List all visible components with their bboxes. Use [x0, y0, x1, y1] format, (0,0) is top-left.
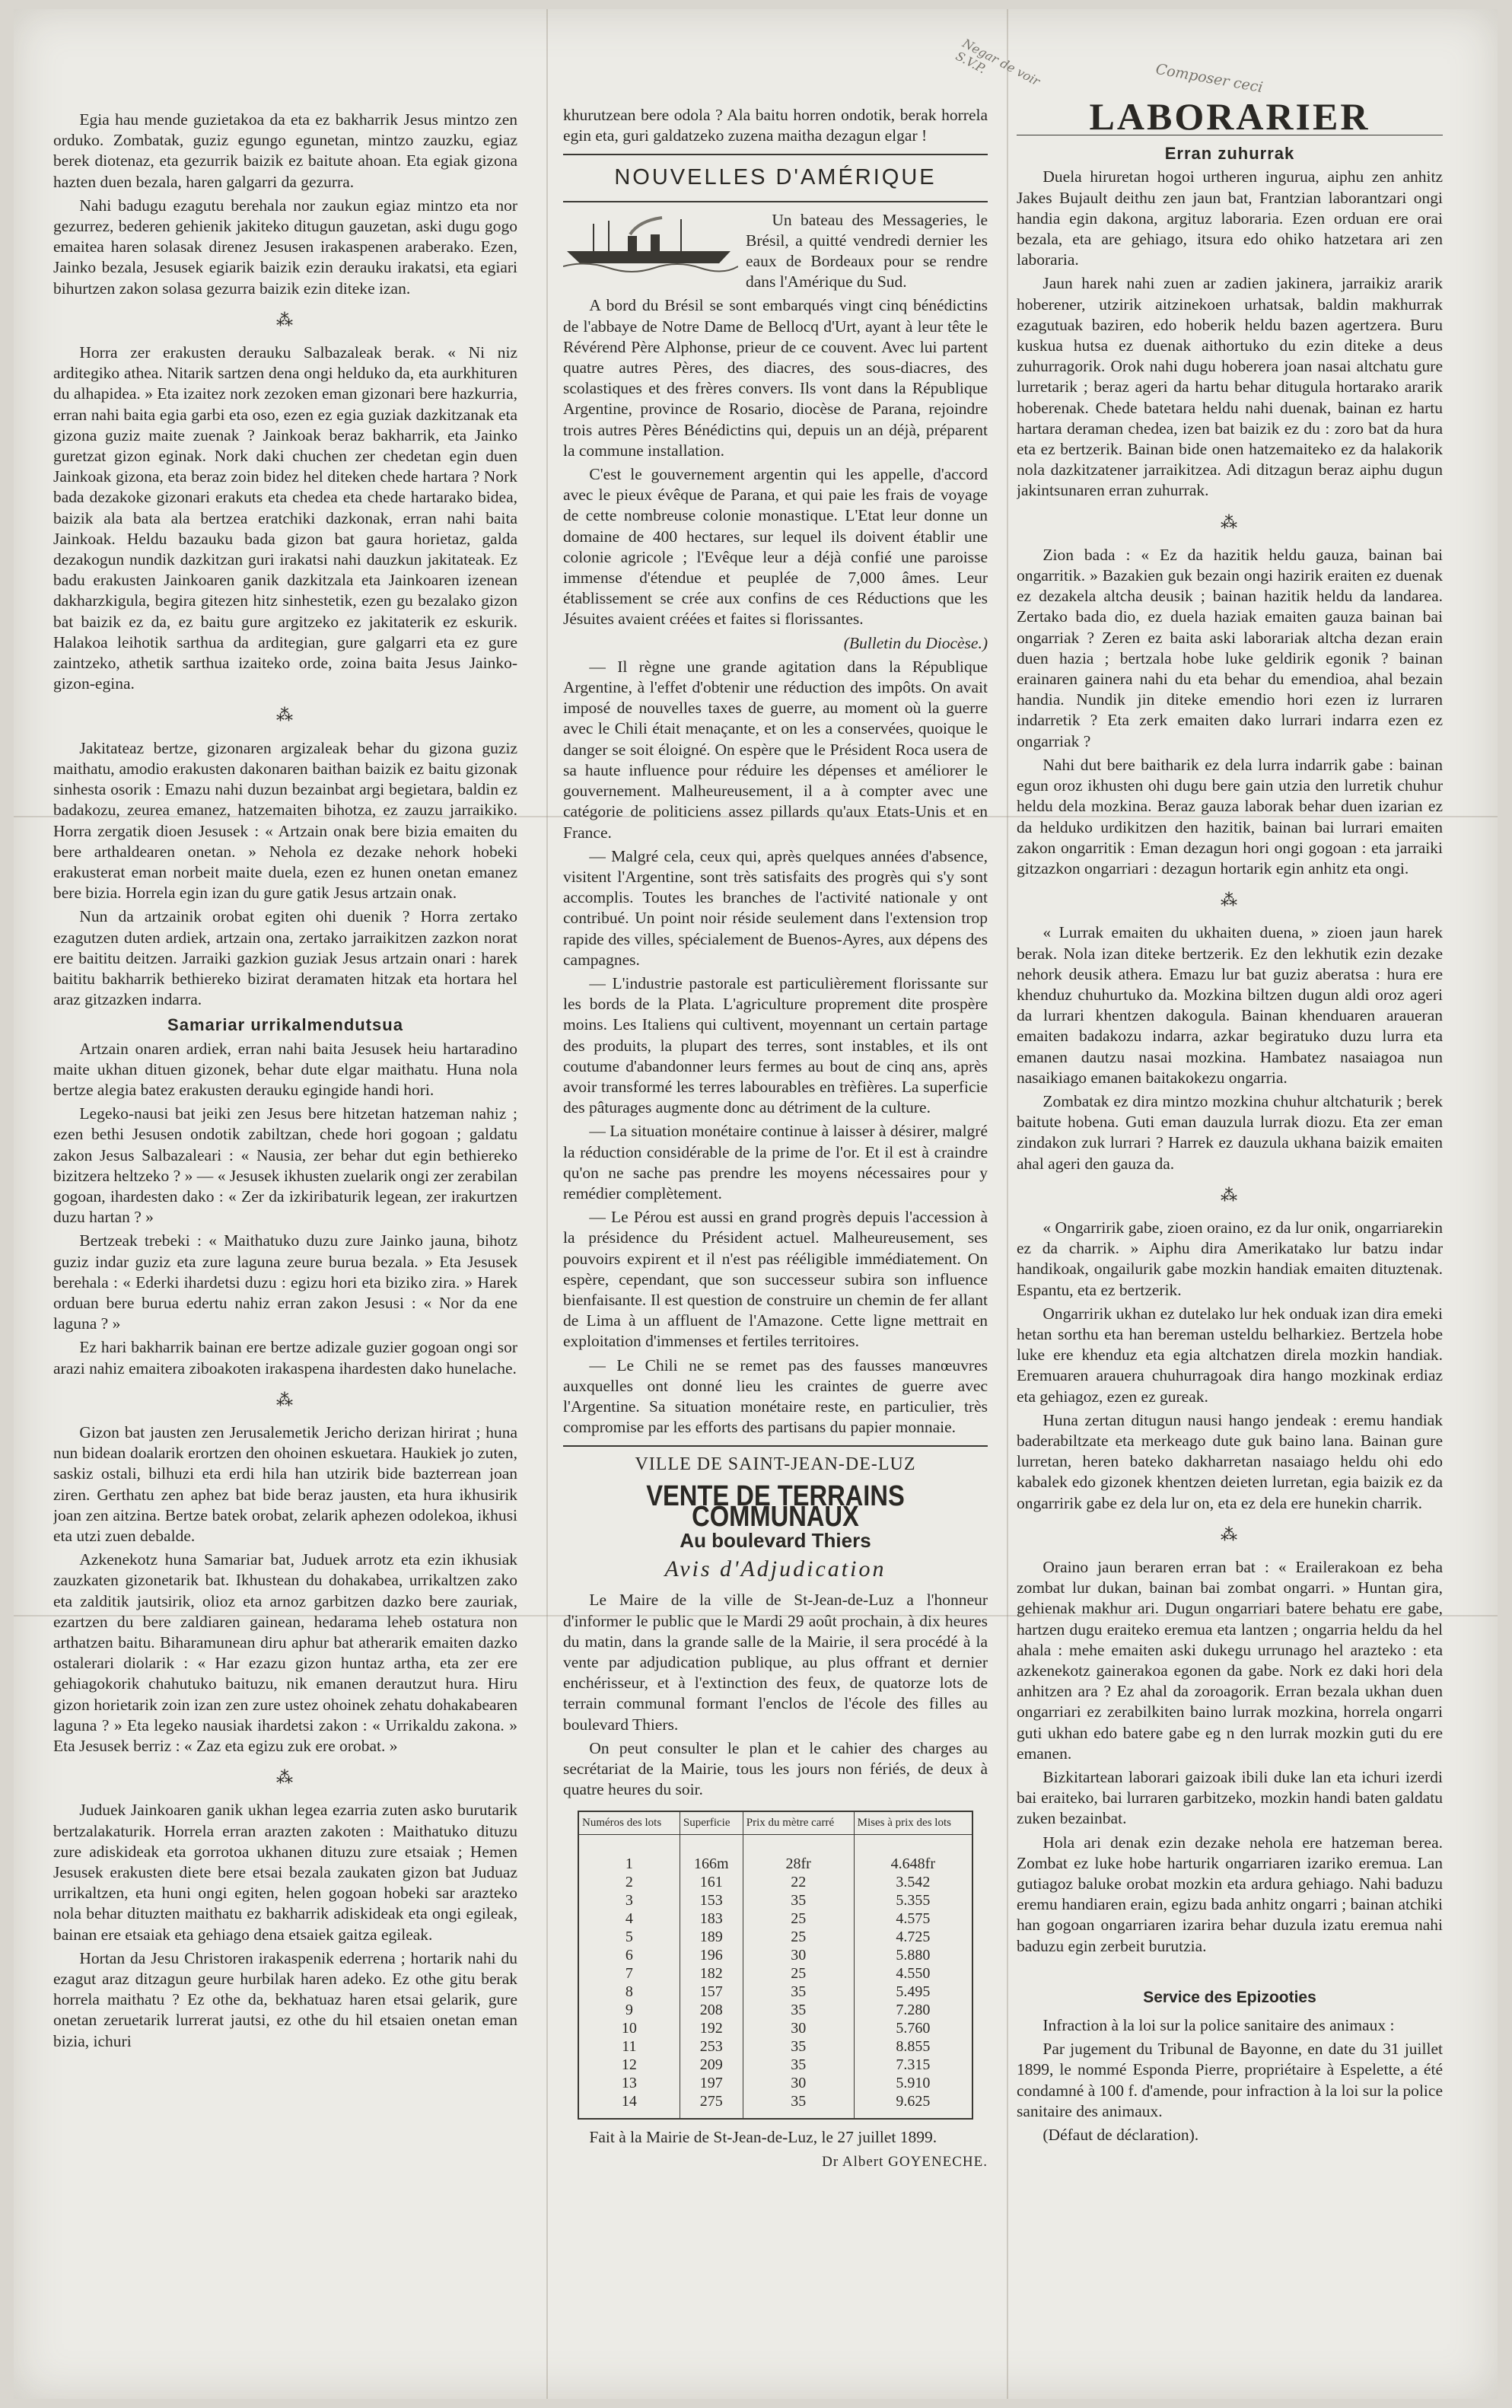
table-cell: 5.910 [854, 2074, 972, 2092]
table-cell: 275 [680, 2092, 743, 2119]
paragraph: — Il règne une grande agitation dans la République Argentine, à l'effet d'obtenir une réduction des impôts. On avait imposé de nouvelles taxes de guerre, au moment où la guerre avec le Chili était menaçante, et on les a conservées, quoique le danger se soit éloigné. On espère que le Président Roca usera de sa haute influence pour réduire les dépenses et améliorer le gouvernement. Malheureusement, il a à compter avec une catégorie de politiciens assez pillards qu'aux Etats-Unis et en France. [563, 657, 988, 842]
table-cell: 35 [743, 2056, 854, 2074]
paragraph: Nahi dut bere baitharik ez dela lurra indarrik gabe : bainan egun oroz ikhusten ohi dugu bere gain utzia den lurretik chuhur heldu dela mozkina. Beraz gauza laborak behar duen izarian ez da helduko urdikitzen den hazitik, bainan bai lurrari emaiten zakon ongarritik : Eman dezagun hori ongi gogoan : eta jarraiki gitzazkon ongarriari : dezagun hortarik egin anhitz eta ongi. [1017, 755, 1443, 878]
paragraph: Horra zer erakusten derauku Salbazaleak berak. « Ni niz arditegiko athea. Nitarik sartzen dena ongi helduko da, eta aurkhituren du alhapidea. » Eta izaitez nork zezoken eman gizonari bere hazkurria, erran nahi baita egia garbi eta oso, ezen ez egia guziak dazkitzanak eta gizona guziz maite zuenak ? Jainkoak beraz bakharrik, eta Jainko guretzat gizon eginak. Nork daki chuchen zer chedetan egin duen Jainkoak gizona, eta beraz zoin bidez hel diteken chede hartara ? Nork bada dezakoke gizonari erakuts eta chedea eta chede hartarako bidea, baizik ala bata ala bertzea eratchiki dazkonak, erran nahi baita Jainkoak. Heldu bazauku bada gizon bat gaura horietaz, galda dezakogun nundik dazkitzan guri irakatsi nahi dauzkun jakitateak. Ez badu erakusten Jainkoaren ganik dazkitzala eta Jainkoaren izenean dakharzkigula, begira gitezen hitz sinhestetik, ezen gu bezalako gizon bat baizik ez da, ez baitu gure argitzeko ez jakitaterik ez eskurik. Halakoa leihotik sarthua da arditegian, gure galgarri eta ez gure zaintzeko, athetik sarthua izaiteko orde, zoina baita Jesus Jainko-gizon-egina. [53, 343, 517, 693]
table-cell: 1 [625, 1855, 633, 1873]
paragraph: (Défaut de déclaration). [1042, 2126, 1199, 2145]
table-cell: 22 [743, 1873, 854, 1891]
table-cell: 4.575 [854, 1910, 972, 1928]
table-cell: 25 [743, 1964, 854, 1983]
steamship-illustration [563, 213, 738, 274]
table-cell: 5 [625, 1929, 633, 1946]
avis-heading: Avis d'Adjudication [664, 1556, 887, 1582]
paragraph: On peut consulter le plan et le cahier des charges au secrétariat de la Mairie, tous les jours non fériés, de deux à quatre heures du soir. [563, 1738, 988, 1799]
paragraph: C'est le gouvernement argentin qui les appelle, d'accord avec le pieux évêque de Parana, et qui paie les frais de voyage de cette nombreuse colonie monastique. L'Etat leur donne un domaine de 400 hectares, sur lequel ils doivent établir une colonie agricole ; l'Evêque leur a déjà confié une paroisse immense d'étendue et peuplée de 7,000 âmes. Leur établissement se crée aux confins de ces Réductions que les Jésuites avaient créées et faites si florissantes. [563, 465, 988, 629]
table-cell: 192 [680, 2019, 743, 2037]
table-row [578, 1983, 972, 2001]
table-cell: 10 [621, 2020, 637, 2037]
table-cell: 35 [743, 1983, 854, 2001]
paragraph: khurutzean bere odola ? Ala baitu horren ondotik, berak horrela egin eta, guri galdatzeko zuzena maitha dezagun elgar ! [563, 106, 988, 145]
table-cell: 7.315 [854, 2056, 972, 2074]
nouvelles-amerique-title: NOUVELLES D'AMÉRIQUE [614, 165, 937, 190]
table-row [578, 1964, 972, 1983]
section-divider: ⁂ [1221, 890, 1239, 910]
divider [563, 201, 988, 202]
table-cell: 25 [743, 1928, 854, 1946]
table-cell: 8 [625, 1983, 633, 2001]
table-cell: 196 [680, 1946, 743, 1964]
lots-table [578, 1811, 973, 2120]
column-laborarier-3 [1017, 100, 1443, 2346]
table-cell: 28fr [743, 1835, 854, 1874]
table-row [578, 1910, 972, 1928]
source-line: (Bulletin du Diocèse.) [843, 633, 988, 652]
paragraph: Legeko-nausi bat jeiki zen Jesus bere hitzetan hatzeman nahiz ; ezen bethi Jesusen ondotik zabiltzan, chede hori gogoan ; galdatu zakon Jesus Salbazaleari : « Nausia, zer behar dut egin bethiereko bizitzera heltzeko ? » — « Jesusek ikhusten zuelarik ongi zer zerabilan gogoan, ihardesten dako : « Zer da izkiribaturik legean, zer irakurtzen duzu hartan ? » [53, 1104, 517, 1227]
table-cell: 4.725 [854, 1928, 972, 1946]
paragraph: — L'industrie pastorale est particulièrement florissante sur les bords de la Plata. L'agriculture proprement dite prospère moins. Les Italiens qui cultivent, moyennant un certain partage des produits, la plupart des terres, sont instables, et ils ont coutume d'abandonner leurs fermes au bout de cinq ans, après avoir transformé les terres labourables en trèfières. La superficie des pâturages augmente donc au détriment de la culture. [563, 973, 988, 1117]
paragraph: — Le Pérou est aussi en grand progrès depuis l'accession à la présidence du Président actuel. Malheureusement, ses pouvoirs expirent et il n'est pas rééligible immédiatement. On espère, cependant, que son successeur subira son influence bienfaisante. Il est question de construire un chemin de fer allant de Lima à un affluent de l'Amazone. Cette ligne mettrait en exploitation d'immenses et fertiles territoires. [563, 1208, 988, 1351]
table-cell: 7.280 [854, 2001, 972, 2019]
table-cell: 30 [743, 2074, 854, 2092]
paragraph: Zombatak ez dira mintzo mozkina chuhur altchaturik ; berek baitute hobena. Guti eman dauzula lurrak diozu. Eta zer eman zindakon zuk lurrari ? Harrek ez dauzula ukhana baizik emaiten ahal ageri den gauza da. [1017, 1091, 1443, 1173]
table-row [578, 1873, 972, 1891]
service-epizooties-heading: Service des Epizooties [1143, 1988, 1316, 2006]
samariar-heading: Samariar urrikalmendutsua [167, 1015, 403, 1035]
table-cell: 4.648fr [854, 1835, 972, 1874]
table-cell: 30 [743, 1946, 854, 1964]
boulevard-heading: Au boulevard Thiers [680, 1529, 871, 1552]
margin-note-negar: Negar de voir S.V.P. [953, 36, 1042, 89]
paragraph: « Lurrak emaiten du ukhaiten duena, » zioen jaun harek berak. Nola izan diteke bertzerik. Ez den lekhutik ezin dezake nehork deusik athera. Emazu lur bat guziz aberatsa : hura ere khenduz chuhurtuko da. Mozkina biltzen dugun aldi oroz ageri da lurrari khentzen dakogula. Bainan khenduaren araueran emaiten badakozu indarra, azkar begiratuko duzu lurra eta emanen dautzu nasai mozkina. Hambatez nasaiagoa nun nasaikiago emanen baitakokezu ongarria. [1017, 923, 1443, 1087]
paragraph: — Malgré cela, ceux qui, après quelques années d'absence, visitent l'Argentine, sont très satisfaits des progrès qui s'y sont accomplis. Toutes les branches de l'activité nationale y ont contribué. Un point noir réside seulement dans l'extension trop rapide des villes, spécialement de Buenos-Ayres, aux dépens des campagnes. [563, 846, 988, 969]
paragraph: Jaun harek nahi zuen ar zadien jakinera, jarraikiz ararik hoberener, utzirik aitzinekoen urhatsak, baldin makhurrak ezagutuak baziren, edo hoberik heldu bazen agertzera. Buru kuskua hutsa ez duenak aithortuko du ezin diteke a deus zuhurragorik. Orok nahi dugu hoberera joan nasai altchatu gure lurretarik ; beraz ageri da hartu behar ditugula hortarako ararik hoberenak. Chede batetara heldu nahi duenak, bainan ez hartu hartara deraman chedea, izen bat baizik ez du : zoro bat da hura eta ez bertzerik. Bainan bide onen hatzemaiteko ez da halakorik nola dazkitzatener jarraikitzea. Adi ditzagun beraz aiphu dugun jakintsunaren erran zuhurrak. [1017, 274, 1443, 500]
table-cell: 30 [743, 2019, 854, 2037]
paragraph: Ongarririk ukhan ez dutelako lur hek onduak izan dira emeki hetan sorthu eta han bereman usteldu belharkiez. Bertzela hobe luke ere khenduz eta egia altchatzen direla mozkin handiak. Eremuaren arauera chuhurragoak dira hango mozkinak erdiaz eta gehiagoz, ezen ez gureak. [1017, 1304, 1443, 1406]
table-cell: 6 [625, 1947, 633, 1964]
section-divider: ⁂ [276, 1768, 294, 1788]
table-cell: 4 [625, 1910, 633, 1928]
section-divider: ⁂ [276, 706, 294, 725]
paragraph: Infraction à la loi sur la police sanitaire des animaux : [1042, 2016, 1395, 2035]
table-row [578, 1928, 972, 1946]
table-cell: 5.355 [854, 1891, 972, 1910]
table-cell: 35 [743, 2001, 854, 2019]
laborarier-title: LABORARIER [1089, 100, 1370, 138]
table-cell: 157 [680, 1983, 743, 2001]
paragraph: Egia hau mende guzietakoa da eta ez bakharrik Jesus mintzo zen orduko. Zombatak, guziz egungo egunetan, mintzo zauzku, egiaz berek diotenaz, eta gezurrik baizik ez baitute ahoan. Eta egiak gizona hazten duen bezala, haren galgarri da gezurra. [53, 110, 517, 191]
table-cell: 183 [680, 1910, 743, 1928]
table-cell: 209 [680, 2056, 743, 2074]
paragraph: Zion bada : « Ez da hazitik heldu gauza, bainan bai ongarritik. » Bazakien guk bezain ongi hazirik eraiten ez duenak ez dezakela altcha deusik ; bainan hazitik heldu da landarea. Zertako bada dio, ez duela haziak emaiten gauza bainan bai ongarriak ? Zeren ez baita aski laborariak altcha dezan erain duen hazia ; bertzala hobe luke geldirik egonik ? bainan erainaren gainera nahi du eta behar du emendioa, ahal bezain handia. Nundik jin diteke emendio hori ezen iz lurraren indarretik ? Eta zerk emaiten dako lurrari indarra ezen ez ongarriak ? [1017, 545, 1443, 750]
ville-heading: VILLE DE SAINT-JEAN-DE-LUZ [635, 1454, 916, 1475]
paragraph: Le Maire de la ville de St-Jean-de-Luz a l'honneur d'informer le public que le Mardi 29 août prochain, à dix heures du matin, dans la grande salle de la Mairie, il sera procédé à la vente par adjudication publique, au plus offrant et dernier enchérisseur, et à l'extinction des feux, de quatorze lots de terrain communal formant l'enclos de l'école des filles au boulevard Thiers. [563, 1591, 988, 1734]
table-cell: 8.855 [854, 2037, 972, 2056]
table-row [578, 1946, 972, 1964]
table-cell: 12 [621, 2056, 637, 2074]
paragraph: A bord du Brésil se sont embarqués vingt cinq bénédictins de l'abbaye de Notre Dame de Bellocq d'Urt, ayant à leur tête le Révérend Père Alphonse, prieur de ce couvent. Avec lui partent quatre autres Pères, des diacres, des sous-diacres, des scolastiques et des frères convers. Ils vont dans la République Argentine, province de Rosario, diocèse de Parana, rejoindre trois autres Pères Bénédictins qui, depuis un an déjà, préparent la commune installation. [563, 296, 988, 460]
paragraph: Ez hari bakharrik bainan ere bertze adizale guzier gogoan ongi sor arazi nahiz emaitera ziboakoten irakaspena ihardesten dako hunelache. [53, 1338, 517, 1378]
paragraph: Duela hiruretan hogoi urtheren ingurua, aiphu zen anhitz Jakes Bujault deithu zen jaun bat, Frantzian laborantzari ongi handia egin dakona, argituz laboraria. Ezen orduan ere orai bezala, eta are gehiago, itsura edo ohiko hatzetara ari zen laboraria. [1017, 167, 1443, 269]
paragraph: Azkenekotz huna Samariar bat, Juduek arrotz eta ezin ikhusiak zauzkaten gizonetarik bat. Ikhustean du dohakabea, urrikaltzen zako eta zalditik jautsirik, olioz eta arnoz garbitzen dazko bere zauriak, ezartzen du bere zaldiaren gainean, hedarama leheb ostatura non arthatzen baitu. Biharamunean diru aphur bat atherarik emaiten dazko ostalerari diolarik : « Har ezazu gizon huntaz artha, eta zer ere gehiagokorik chahutuko baituzu, nik emanen derautzut hura. Hiru gizon horietarik zoin izan zen zure ustez ohoinek zehatu dohakabearen laguna ? » Eta legeko nausiak ihardetsi zakon : « Urrikaldu zakona. » Eta Jesusek berriz : « Zaz eta egizu zuk ere orobat. » [53, 1550, 517, 1756]
table-cell: 5.880 [854, 1946, 972, 1964]
divider [563, 154, 988, 155]
table-cell: 9 [625, 2002, 633, 2019]
table-cell: 2 [625, 1874, 633, 1891]
section-divider: ⁂ [276, 1390, 294, 1409]
paragraph: Oraino jaun beraren erran bat : « Erailerakoan ez beha zombat lur dukan, bainan bai zombat ongarri. » Huntan gira, gehienak makhur ari. Dugun ongarriari batere behatu ere gabe, hartzen dugu eraiteko eremua eta lantzen ; ongarria heldu da hel ahala : mehe emaiten aski dukegu urrunago hel arazteko : eta azkenekotz gainerakoa egonen da gabe. Nork ez daki hori dela anhitzen ara ? Ez ahal da zoroagorik. Erran bezala ukhan duen ongarriari ez zerabilkiten baino lurrak mozkina, horrela ongarri guti ukhan edo batere gabe eg n den lurrak mozkin guti du ere emanen. [1017, 1558, 1443, 1763]
margin-note-composer: Composer ceci [1154, 60, 1265, 97]
newspaper-page [14, 9, 1498, 2399]
paragraph: Fait à la Mairie de St-Jean-de-Luz, le 27 juillet 1899. [589, 2128, 937, 2147]
table-row [578, 2056, 972, 2074]
table-cell: 161 [680, 1873, 743, 1891]
table-header: Mises à prix des lots [854, 1811, 972, 1835]
table-cell: 5.760 [854, 2019, 972, 2037]
table-row [578, 2037, 972, 2056]
section-divider: ⁂ [1221, 1524, 1239, 1544]
section-divider: ⁂ [1221, 1185, 1239, 1205]
paragraph: Un bateau des Messageries, le Brésil, a quitté vendredi dernier les eaux de Bordeaux pour se rendre dans l'Amérique du Sud. [746, 210, 988, 291]
table-cell: 5.495 [854, 1983, 972, 2001]
table-cell: 9.625 [854, 2092, 972, 2119]
paragraph: Artzain onaren ardiek, erran nahi baita Jesusek heiu hartaradino maite ukhan dituen gizonek, behar dute elgar maithatu. Huna nola bertze alegia batez erakusten derauku egingide handi hori. [53, 1039, 517, 1099]
paragraph: Par jugement du Tribunal de Bayonne, en date du 31 juillet 1899, le nommé Esponda Pierre, propriétaire à Espelette, a été condamné à 100 f. d'amende, pour infraction à la loi sur la police sanitaire des animaux. [1017, 2040, 1443, 2120]
paragraph: « Ongarririk gabe, zioen oraino, ez da lur onik, ongarriarekin ez da charrik. » Aiphu dira Amerikatako lur batzu indar handikoak, ongailurik gabe mozkin handiak emaiten dituztenak. Espantu, eta ez bertzerik. [1017, 1218, 1443, 1299]
table-cell: 14 [621, 2093, 637, 2110]
table-cell: 35 [743, 2037, 854, 2056]
table-cell: 166m [680, 1835, 743, 1874]
paragraph: Nun da artzainik orobat egiten ohi duenik ? Horra zertako ezagutzen duten ardiek, artzain ona, zertako jarraikitzen zazkon norat ere baititu deitzen. Jarraiki gazkion guziak Jesus artzain onari : harek baititu bakharrik bethiereko bizirat deramaten hitzak eta hortara hel araz gitzazken indarra. [53, 907, 517, 1009]
table-cell: 11 [622, 2038, 637, 2056]
section-divider: ⁂ [276, 310, 294, 330]
paragraph: Jakitateaz bertze, gizonaren argizaleak behar du gizona guziz maithatu, amodio erakusten dakonaren baithan baizik ez baitu gizonak sinhesta osorik : Emazu nahi duzun bezainbat argi begietara, baldin ez badakozu, zeurea emanez, hatzemaiten bihotza, ez zauzu jarraikiko. Horra zergatik dioen Jesusek : « Artzain onak bere bizia emaiten du bere arthaldearen onetan. » Nehola ez dezake nehork hobeki erakusterat eman norbeit maite duela, ezen ez hunen onetan emanez bere bizia. Horrela egin izan du gure gatik Jesus artzain onak. [53, 738, 517, 903]
paragraph: Huna zertan ditugun nausi hango jendeak : eremu handiak baderabiltzate eta merkeago dute guk baino lana. Bainan gure lurretan, heren bateko dakharretan nasaiago heldu ohi edo kabalek edo gizonek khentzen deieten lurretan, egia baizik ez da ongarririk gabe ez dela lur on, eta ez dela ere hunekin charrik. [1017, 1410, 1443, 1512]
table-cell: 189 [680, 1928, 743, 1946]
paragraph: Juduek Jainkoaren ganik ukhan legea ezarria zuten asko burutarik bertzalakaturik. Horrela erran arazten zakoten : Maithatuko dituzu zure adiskideak eta gorrotoa ukhanen dituzu zure etsaiak ; Hemen Jesusek erakusten diete bere etsai bezala zaukaten gizon bat Juduaz urrikaltzen, eta huni ongi egiten, helen gogoan hobeki sar arazteko nola behar dituzten maithatu ez bakharrik adiskideak eta ongi egileak, bainan ere etsaiak eta gehiago dena etsaiek gaitza egileak. [53, 1801, 517, 1944]
table-row [578, 1891, 972, 1910]
table-header: Superficie [680, 1811, 743, 1835]
table-cell: 153 [680, 1891, 743, 1910]
erran-zuhurrak-heading: Erran zuhurrak [1164, 144, 1295, 164]
table-cell: 253 [680, 2037, 743, 2056]
divider [563, 1445, 988, 1447]
vente-heading: VENTE DE TERRAINS COMMUNAUX [646, 1480, 905, 1533]
column-basque-1 [53, 110, 517, 2347]
section-divider: ⁂ [1221, 512, 1239, 532]
table-header: Prix du mètre carré [743, 1811, 854, 1835]
table-cell: 35 [743, 2092, 854, 2119]
table-row [578, 2074, 972, 2092]
paragraph: Gizon bat jausten zen Jerusalemetik Jericho derizan hirirat ; huna nun bidean doalarik erortzen den ohoinen eskuetara. Haukiek jo zuten, saskiz ostali, bilhuzi eta erdi hila han utzirik bide bazterrean joan ziren. Gerthatu zen aphez bat bide beraz jausten, eta hura ikhusirik joan zen aitzina. Bertze batek orobat, zelarik aphezen odolekoa, ikhusi eta utzi zuen debalde. [53, 1422, 517, 1545]
table-cell: 197 [680, 2074, 743, 2092]
table-cell: 182 [680, 1964, 743, 1983]
paragraph: Nahi badugu ezagutu berehala nor zaukun egiaz mintzo eta nor gezurrez, bederen gehienik jakiteko ditugun gauzetan, aski dugu gogo emaitea haren solasak direnez Jesusen irakaspenen araberako. Ezen, Jainko bezala, Jesusek egiarik baizik ezin derauku irakatsi, eta egiari bihurtzen zakon solasa gezurra baizik ezin diteke izan. [53, 196, 517, 298]
table-cell: 35 [743, 1891, 854, 1910]
signature: Dr Albert GOYENECHE. [822, 2153, 988, 2170]
table-row [578, 1835, 972, 1874]
table-cell: 7 [625, 1965, 633, 1983]
paragraph: Hortan da Jesu Christoren irakaspenik ederrena ; hortarik nahi du ezagut araz ditzagun geure hurbilak haren adeko. Ez othe gitu berak horrela maithatu ? Ez othe da, bekhatuaz haren etsai gelarik, gure onetan zeruetarik lurrerat jautsi, ez othe du hil etsaien onetan eman bizia, ichuri [53, 1948, 517, 2050]
table-row [578, 2001, 972, 2019]
paragraph: Hola ari denak ezin dezake nehola ere hatzeman berea. Zombat ez luke hobe harturik ongarriaren izariko eremua. Lan gutiagoz baluke orobat mozkin eta ardura gehiago. Nahi baduzu eremu handiaren erain, egizu bada anhitz ongarri ; bainan atchiki han gogoan ongarriaren izarira behar duzula izatu eremua nahi baduzu egin zerbeit burutzia. [1017, 1833, 1443, 1955]
column-french-2 [563, 105, 988, 2350]
table-row [578, 2092, 972, 2119]
table-cell: 3.542 [854, 1873, 972, 1891]
paragraph: Bertzeak trebeki : « Maithatuko duzu zure Jainko jauna, bihotz guziz indar guziz eta zure laguna zeure burua bezala. » Eta Jesusek berehala : « Ederki ihardetsi duzu : egizu hori eta biziko zira. » Harek orduan bere burua edertu nahiz erran zakon Jesusi : « Nor da ene laguna ? » [53, 1231, 517, 1333]
table-cell: 4.550 [854, 1964, 972, 1983]
paragraph: Bizkitartean laborari gaizoak ibili duke lan eta ichuri izerdi bai eraiteko, bai lurraren garbitzeko, mozkin handi baten galdatu zuken bezainbat. [1017, 1768, 1443, 1828]
table-cell: 25 [743, 1910, 854, 1928]
paragraph: — La situation monétaire continue à laisser à désirer, malgré la réduction considérable de la prime de l'or. Et il est à craindre qu'on ne sache pas prendre les moyens nécessaires pour y remédier complètement. [563, 1122, 988, 1202]
paragraph: — Le Chili ne se remet pas des fausses manœuvres auxquelles ont donné lieu les craintes de guerre avec l'Argentine. Sa situation monétaire reste, en particulier, très compromise par les efforts des partisans du papier monnaie. [563, 1355, 988, 1437]
table-cell: 3 [625, 1892, 633, 1910]
table-header: Numéros des lots [578, 1811, 680, 1835]
table-row [578, 2019, 972, 2037]
table-cell: 208 [680, 2001, 743, 2019]
table-cell: 13 [621, 2075, 637, 2092]
